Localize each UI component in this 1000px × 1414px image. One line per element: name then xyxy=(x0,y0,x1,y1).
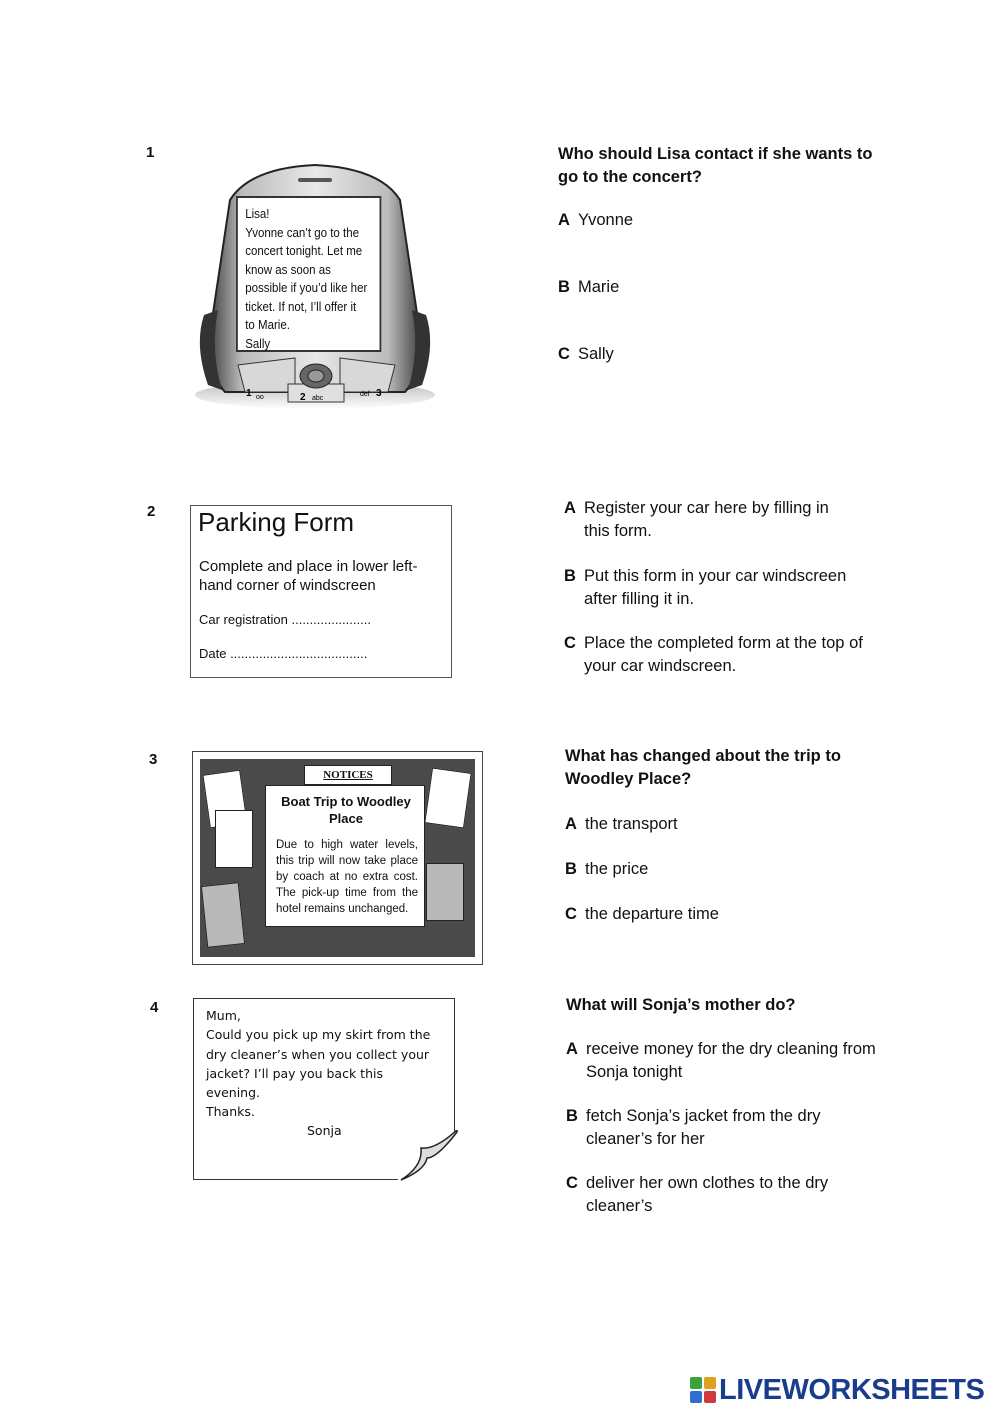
answer-option-c[interactable] xyxy=(566,1172,828,1218)
note-line: dry cleaner’s when you collect your xyxy=(206,1046,430,1062)
note-line: jacket? I’ll pay you back this xyxy=(206,1065,383,1081)
message-line: ticket. If not, I’ll offer it xyxy=(245,299,357,314)
option-text: Sonja tonight xyxy=(586,1063,683,1081)
option-letter: B xyxy=(564,567,576,585)
option-letter: A xyxy=(558,211,570,229)
car-registration-field: Car registration ...................... xyxy=(199,612,371,627)
phone-key-label: oo xyxy=(256,394,264,401)
option-letter: B xyxy=(565,860,577,878)
answer-option-a[interactable] xyxy=(566,1038,876,1084)
pinned-paper xyxy=(424,767,471,828)
option-text: cleaner’s xyxy=(586,1197,653,1215)
notice-title-line: Boat Trip to Woodley xyxy=(281,794,411,809)
phone-screen-message xyxy=(236,196,381,352)
phone-key-label: def xyxy=(360,391,370,398)
answer-option-a[interactable] xyxy=(564,497,829,543)
phone-key-label: 2 xyxy=(300,392,306,403)
message-line: concert tonight. Let me xyxy=(245,244,363,258)
item-number: 3 xyxy=(149,751,158,768)
liveworksheets-logo-icon xyxy=(690,1377,716,1403)
option-letter: C xyxy=(564,634,576,652)
message-line: to Marie. xyxy=(245,318,290,332)
option-text: cleaner’s for her xyxy=(586,1130,705,1148)
answer-option-b[interactable] xyxy=(558,276,619,299)
item-number: 1 xyxy=(146,144,155,161)
option-letter: C xyxy=(566,1174,578,1192)
pinned-card xyxy=(201,882,245,948)
option-text: Put this form in your car windscreen xyxy=(584,567,847,585)
parking-form-instruction xyxy=(199,557,449,595)
phone-key-label: abc xyxy=(312,395,324,402)
liveworksheets-logo[interactable] xyxy=(690,1373,984,1407)
option-text: Register your car here by filling in xyxy=(584,499,829,517)
question-text xyxy=(565,745,841,791)
option-letter: B xyxy=(558,278,570,296)
question-text xyxy=(558,143,872,189)
answer-option-b[interactable] xyxy=(565,858,648,881)
option-text: the departure time xyxy=(585,905,719,923)
answer-option-c[interactable] xyxy=(565,903,719,926)
phone-key-label: 3 xyxy=(376,388,382,399)
note-line: Could you pick up my skirt from the xyxy=(206,1027,431,1043)
option-text: your car windscreen. xyxy=(584,657,737,675)
item-number: 2 xyxy=(147,503,156,520)
note-line: Thanks. xyxy=(206,1104,255,1120)
option-letter: C xyxy=(565,905,577,923)
parking-form-title: Parking Form xyxy=(198,507,355,537)
parking-form xyxy=(190,505,452,678)
option-text: Marie xyxy=(578,278,620,296)
option-text: Sally xyxy=(578,345,614,363)
notice-title xyxy=(266,793,426,827)
question-line: What will Sonja’s mother do? xyxy=(566,996,796,1014)
question-line: What has changed about the trip to xyxy=(565,747,841,765)
option-text: receive money for the dry cleaning from xyxy=(586,1040,876,1058)
message-line: Lisa! xyxy=(245,207,270,221)
message-line: Sally xyxy=(245,336,271,351)
option-letter: A xyxy=(564,499,576,517)
option-letter: A xyxy=(566,1040,578,1058)
notice-title-line: Place xyxy=(329,811,363,826)
notices-label: NOTICES xyxy=(304,765,392,785)
instruction-line: Complete and place in lower left- xyxy=(199,558,418,575)
answer-option-b[interactable] xyxy=(564,565,846,611)
option-text: this form. xyxy=(584,522,652,540)
option-text: the transport xyxy=(585,815,678,833)
note-line: evening. xyxy=(206,1085,261,1101)
option-text: Yvonne xyxy=(578,211,634,229)
boat-trip-notice xyxy=(265,785,425,927)
question-line: go to the concert? xyxy=(558,168,702,186)
option-text: deliver her own clothes to the dry xyxy=(586,1174,829,1192)
note-text xyxy=(206,1006,430,1122)
option-letter: C xyxy=(558,345,570,363)
pinned-card xyxy=(426,863,464,921)
option-text: Place the completed form at the top of xyxy=(584,634,863,652)
answer-option-c[interactable] xyxy=(558,343,614,366)
instruction-line: hand corner of windscreen xyxy=(199,577,376,594)
option-text: after filling it in. xyxy=(584,590,695,608)
pinned-paper xyxy=(215,810,253,868)
note-line: Mum, xyxy=(206,1008,241,1023)
option-letter: A xyxy=(565,815,577,833)
notice-body: Due to high water levels, this trip will now take place by coach at no extra cost. The pick-up time from the hotel remains unchanged. xyxy=(276,839,418,915)
liveworksheets-logo-text: LIVEWORKSHEETS xyxy=(719,1373,985,1406)
message-line: know as soon as xyxy=(245,262,331,277)
message-line: Yvonne can’t go to the xyxy=(245,225,360,240)
item-number: 4 xyxy=(150,999,159,1016)
message-line: possible if you’d like her xyxy=(245,281,368,295)
answer-option-a[interactable] xyxy=(558,209,633,232)
phone-key-label: 1 xyxy=(246,388,252,399)
question-line: Woodley Place? xyxy=(565,770,692,788)
option-text: fetch Sonja’s jacket from the dry xyxy=(586,1107,821,1125)
question-text xyxy=(566,994,795,1017)
option-text: the price xyxy=(585,860,649,878)
answer-option-b[interactable] xyxy=(566,1105,820,1151)
answer-option-a[interactable] xyxy=(565,813,678,836)
option-letter: B xyxy=(566,1107,578,1125)
page-curl-icon xyxy=(395,1130,459,1184)
question-line: Who should Lisa contact if she wants to xyxy=(558,145,873,163)
date-field: Date ...................................... xyxy=(199,646,368,661)
answer-option-c[interactable] xyxy=(564,632,863,678)
note-signature: Sonja xyxy=(307,1123,342,1138)
